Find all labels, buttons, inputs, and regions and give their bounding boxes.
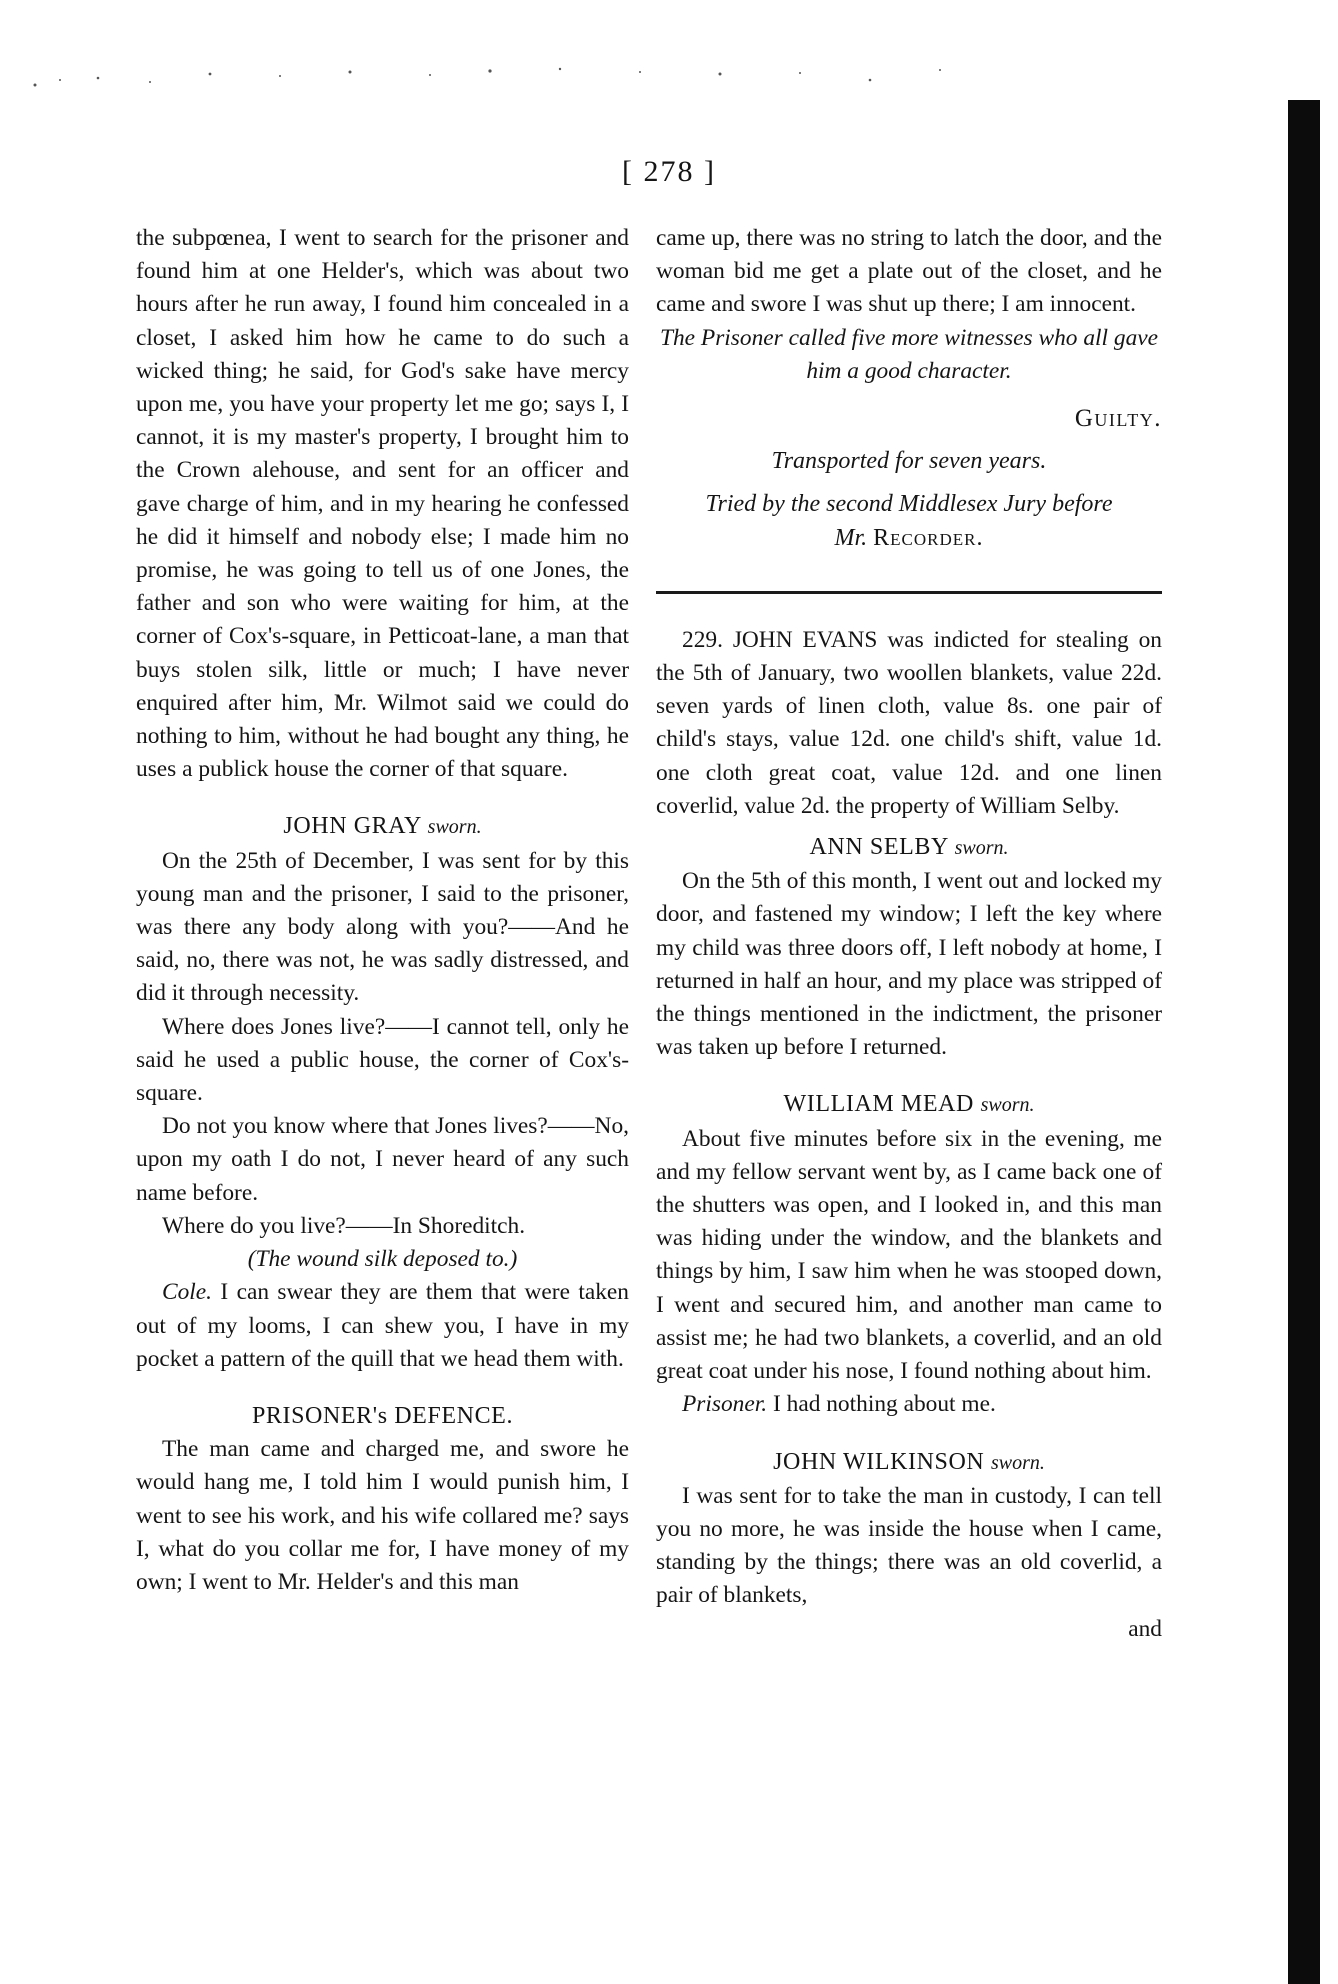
cole-testimony: I can swear they are them that were taken out of my looms, I can shew you, I have in my pocket a pattern of the quill that we head them with. (136, 1279, 629, 1372)
speaker-cole: Cole. (162, 1279, 213, 1306)
paragraph-gray-2: Where does Jones live?——I cannot tell, only he said he used a public house, the corner of Cox's-square. (136, 1013, 629, 1107)
tried-before-text: Tried by the second Middlesex Jury before (705, 491, 1113, 518)
section-divider (656, 591, 1162, 594)
verdict: Guilty. (1074, 405, 1162, 433)
left-column (136, 222, 629, 1599)
heading-ann-selby (656, 831, 1162, 865)
witness-name: JOHN GRAY (283, 813, 422, 840)
scan-noise-strip (20, 60, 1020, 100)
paragraph-gray-1: On the 25th of December, I was sent for by this young man and the prisoner, I said to the prisoner, was there any body along with you?——And he said, no, there was not, he was sadly distressed, and did it through necessity. (136, 847, 629, 1007)
paragraph-prisoner-reply (656, 1388, 1162, 1421)
speaker-prisoner: Prisoner. (682, 1391, 768, 1418)
witness-name: ANN SELBY (809, 834, 948, 861)
paragraph-gray-3: Do not you know where that Jones lives?——No, upon my oath I do not, I never heard of any such name before. (136, 1113, 629, 1206)
witness-name: WILLIAM MEAD (783, 1091, 974, 1118)
catchword: and (1128, 1615, 1162, 1642)
paragraph-opening: the subpœnea, I went to search for the prisoner and found him at one Helder's, which was about two hours after he run away, I found him concealed in a closet, I asked him how he came to do such a wicked thing; he said, for God's sake have mercy upon me, you have your property let me go; says I, I cannot, it is my master's property, I brought him to the Crown alehouse, and sent for an officer and gave charge of him, and in my hearing he confessed he did it himself and nobody else; I made him no promise, he was going to tell us of one Jones, the father and son who were waiting for him, at the corner of Cox's-square, in Petticoat-lane, a man that buys stolen silk, little or much; I have never enquired after him, Mr. Wilmot said we could do nothing to him, without he had bought any thing, he uses a publick house the corner of that square. (136, 225, 629, 783)
right-column (656, 222, 1162, 1646)
heading-prisoners-defence: PRISONER's DEFENCE. (251, 1402, 514, 1429)
sworn-label: sworn. (427, 816, 482, 839)
tried-before (656, 488, 1162, 554)
sworn-label: sworn. (954, 837, 1009, 860)
paragraph-selby: On the 5th of this month, I went out and locked my door, and fastened my window; I left the key where my child was three doors off, I left nobody at home, I returned in half an hour, and my place was stripped of the things mentioned in the indictment, the prisoner was taken up before I returned. (656, 868, 1162, 1061)
note-silk-deposed: (The wound silk deposed to.) (247, 1246, 518, 1273)
witness-name: JOHN WILKINSON (773, 1448, 985, 1475)
heading-john-gray (136, 810, 629, 844)
sworn-label: sworn. (980, 1094, 1035, 1117)
heading-william-mead (656, 1088, 1162, 1122)
paragraph-cole (136, 1276, 629, 1376)
tried-recorder: Recorder. (873, 524, 984, 551)
page-number: [ 278 ] (622, 155, 716, 188)
prisoner-reply: I had nothing about me. (772, 1391, 996, 1418)
sworn-label: sworn. (990, 1451, 1045, 1474)
paragraph-indictment: 229. JOHN EVANS was indicted for stealing on the 5th of January, two woollen blankets, value 22d. seven yards of linen cloth, value 8s. one pair of child's stays, value 12d. one child's shift, value 1d. one cloth great coat, value 12d. and one linen coverlid, value 2d. the property of William Selby. (656, 626, 1162, 819)
note-witnesses: The Prisoner called five more witnesses who all gave him a good character. (659, 324, 1159, 384)
paragraph-mead: About five minutes before six in the evening, me and my fellow servant went by, as I came back one of the shutters was open, and I looked in, and this man was hiding under the window, and the blankets and things by him, I saw him when he was stooped down, I went and secured him, and another man came to assist me; he had two blankets, a coverlid, and an old great coat under his nose, I found nothing about him. (656, 1125, 1162, 1385)
paragraph-gray-4: Where do you live?——In Shoreditch. (162, 1212, 526, 1239)
paragraph-wilkinson: I was sent for to take the man in custody, I can tell you no more, he was inside the house when I came, standing by the things; there was an old coverlid, a pair of blankets, (656, 1482, 1162, 1609)
paragraph-defence: The man came and charged me, and swore he would hang me, I told him I would punish him, I went to see his work, and his wife collared me? says I, what do you collar me for, I have money of my own; I went to Mr. Helder's and this man (136, 1436, 629, 1595)
page-edge-shadow (1288, 100, 1320, 1984)
heading-john-wilkinson (656, 1446, 1162, 1480)
tried-title: Mr. (834, 524, 868, 551)
paragraph-continued: came up, there was no string to latch the door, and the woman bid me get a plate out of the closet, and he came and swore I was shut up there; I am innocent. (656, 225, 1162, 318)
sentence: Transported for seven years. (771, 448, 1047, 475)
